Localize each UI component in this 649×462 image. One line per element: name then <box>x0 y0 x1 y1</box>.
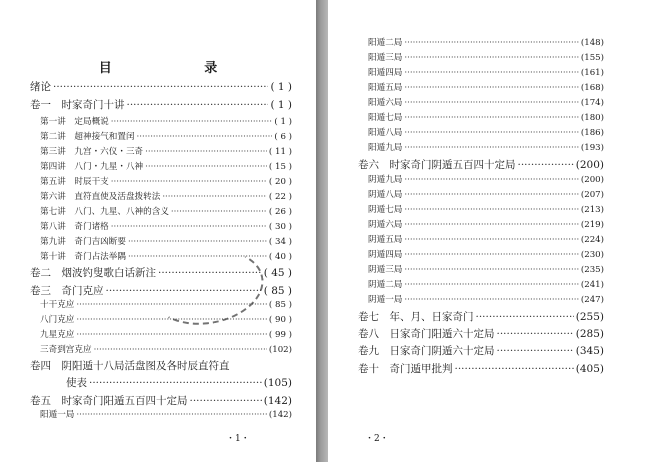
toc-entry-label: 阳遁四局 <box>368 68 403 78</box>
leader-dots <box>404 83 579 93</box>
toc-entry-page: (224) <box>580 235 604 245</box>
toc-entry-label: 第六讲 直符直使及活盘拨转法 <box>40 192 161 202</box>
toc-entry <box>40 115 292 127</box>
page-number-left: ・1・ <box>226 434 250 444</box>
leader-dots <box>190 395 262 407</box>
page-number-right: ・2・ <box>365 434 389 444</box>
leader-dots <box>518 159 574 171</box>
toc-entry <box>358 361 604 376</box>
leader-dots <box>404 38 579 48</box>
toc-entry-label: 阴遁五局 <box>368 235 403 245</box>
toc-entry-page: (148) <box>580 38 604 48</box>
toc-entry-page: (235) <box>580 265 604 275</box>
leader-dots <box>404 265 579 275</box>
leader-dots <box>76 330 267 340</box>
toc-entry <box>368 111 604 123</box>
toc-entry-page: ( 6 ) <box>274 132 292 142</box>
leader-dots <box>497 328 574 340</box>
toc-entry-page: ( 15 ) <box>268 162 292 172</box>
toc-entry-page: ( 20 ) <box>268 177 292 187</box>
book-gutter <box>316 0 328 462</box>
toc-entry <box>40 235 292 247</box>
toc-entry <box>30 393 292 408</box>
toc-entry-page: (345) <box>575 345 604 357</box>
leader-dots <box>94 345 267 355</box>
right-page <box>328 0 649 462</box>
leader-dots <box>404 143 579 153</box>
toc-entry-page: ( 34 ) <box>268 237 292 247</box>
leader-dots <box>404 68 579 78</box>
toc-entry-label: 阳遁六局 <box>368 98 403 108</box>
leader-dots <box>404 53 579 63</box>
toc-entry-label: 绪论 <box>30 81 51 93</box>
toc-entry-page: (155) <box>580 53 604 63</box>
leader-dots <box>145 162 267 172</box>
toc-entry <box>66 375 292 390</box>
toc-entry <box>40 160 292 172</box>
leader-dots <box>89 377 262 389</box>
leader-dots <box>145 147 267 157</box>
toc-entry-page: ( 1 ) <box>270 99 292 111</box>
toc-entry <box>358 309 604 324</box>
leader-dots <box>137 132 273 142</box>
toc-entry-page: (241) <box>580 280 604 290</box>
toc-entry-label: 阴遁一局 <box>368 295 403 305</box>
leader-dots <box>76 410 267 420</box>
leader-dots <box>404 175 579 185</box>
toc-entry-page: ( 45 ) <box>263 267 292 279</box>
toc-entry-page: (285) <box>575 328 604 340</box>
toc-entry-label: 阴遁二局 <box>368 280 403 290</box>
toc-entry-label: 阴遁四局 <box>368 250 403 260</box>
toc-entry-page: (180) <box>580 113 604 123</box>
toc-entry <box>40 220 292 232</box>
toc-entry-page: (161) <box>580 68 604 78</box>
toc-entry-label: 卷六 时家奇门阴遁五百四十定局 <box>358 159 516 171</box>
leader-dots <box>404 235 579 245</box>
left-page <box>0 0 316 462</box>
toc-entry <box>368 233 604 245</box>
toc-entry <box>368 36 604 48</box>
leader-dots <box>53 81 268 93</box>
toc-entry <box>358 326 604 341</box>
toc-entry <box>368 278 604 290</box>
toc-entry-page: ( 1 ) <box>274 117 292 127</box>
toc-entry <box>368 188 604 200</box>
toc-entry-page: (186) <box>580 128 604 138</box>
toc-entry <box>40 343 292 355</box>
toc-entry-label: 卷五 时家奇门阳遁五百四十定局 <box>30 395 188 407</box>
toc-entry-page: (213) <box>580 205 604 215</box>
toc-entry-page: ( 11 ) <box>268 147 292 157</box>
leader-dots <box>404 190 579 200</box>
toc-entry <box>368 141 604 153</box>
toc-entry-label: 阴遁八局 <box>368 190 403 200</box>
toc-entry-page: (168) <box>580 83 604 93</box>
leader-dots <box>404 250 579 260</box>
toc-entry-label: 第七讲 八门、九星、八神的含义 <box>40 207 169 217</box>
leader-dots <box>162 192 267 202</box>
toc-entry-label: 阳遁八局 <box>368 128 403 138</box>
toc-entry-label: 八门克应 <box>40 315 75 325</box>
leader-dots <box>127 99 269 111</box>
toc-entry-label: 阳遁五局 <box>368 83 403 93</box>
toc-entry-label: 阴遁九局 <box>368 175 403 185</box>
toc-title: 目 录 <box>98 61 262 76</box>
toc-entry-page: (219) <box>580 220 604 230</box>
toc-entry <box>40 175 292 187</box>
leader-dots <box>404 205 579 215</box>
toc-entry-page: (142) <box>263 395 292 407</box>
toc-entry-page: ( 40 ) <box>268 252 292 262</box>
toc-entry-label: 阴遁七局 <box>368 205 403 215</box>
toc-entry-page: (255) <box>575 311 604 323</box>
toc-entry-page: (247) <box>580 295 604 305</box>
toc-entry-label: 阳遁二局 <box>368 38 403 48</box>
toc-entry-page: (174) <box>580 98 604 108</box>
toc-entry <box>358 157 604 172</box>
toc-entry <box>368 51 604 63</box>
toc-entry <box>40 190 292 202</box>
toc-entry-label: 十干克应 <box>40 300 75 310</box>
toc-entry <box>368 293 604 305</box>
toc-entry-page: (207) <box>580 190 604 200</box>
leader-dots <box>404 220 579 230</box>
leader-dots <box>111 117 273 127</box>
toc-entry-label: 卷八 日家奇门阳遁六十定局 <box>358 328 495 340</box>
toc-entry-label: 阳遁一局 <box>40 410 75 420</box>
toc-entry <box>368 203 604 215</box>
toc-entry <box>40 205 292 217</box>
leader-dots <box>111 177 267 187</box>
leader-dots <box>404 128 579 138</box>
toc-entry-page: (142) <box>268 410 292 420</box>
toc-entry <box>368 81 604 93</box>
toc-entry-label: 第八讲 奇门诸格 <box>40 222 109 232</box>
leader-dots <box>476 311 574 323</box>
toc-entry-label: 卷三 奇门克应 <box>30 285 104 297</box>
toc-entry-label: 阳遁九局 <box>368 143 403 153</box>
toc-entry-label: 阴遁六局 <box>368 220 403 230</box>
leader-dots <box>111 222 267 232</box>
toc-entry <box>368 263 604 275</box>
toc-entry-label: 第十讲 奇门占法举隅 <box>40 252 126 262</box>
toc-entry-label: 第一讲 定局概说 <box>40 117 109 127</box>
leader-dots <box>404 280 579 290</box>
toc-entry-label: 第九讲 奇门吉凶断要 <box>40 237 126 247</box>
toc-entry <box>40 250 292 262</box>
toc-entry-page: (405) <box>575 363 604 375</box>
toc-entry-label: 卷十 奇门遁甲批判 <box>358 363 453 375</box>
toc-entry <box>40 130 292 142</box>
toc-entry-label: 九星克应 <box>40 330 75 340</box>
toc-entry-label: 卷九 日家奇门阴遁六十定局 <box>358 345 495 357</box>
leader-dots <box>404 98 579 108</box>
toc-entry-label: 三奇到宫克应 <box>40 345 92 355</box>
leader-dots <box>497 345 574 357</box>
toc-entry <box>30 97 292 112</box>
toc-entry-label: 使表 <box>66 377 87 389</box>
toc-entry <box>40 145 292 157</box>
toc-entry <box>368 66 604 78</box>
toc-entry-page: (105) <box>263 377 292 389</box>
toc-entry-label: 卷四 阴阳遁十八局活盘图及各时辰直符直 <box>30 360 230 372</box>
toc-entry <box>368 173 604 185</box>
toc-entry-page: ( 22 ) <box>268 192 292 202</box>
toc-entry-page: (102) <box>268 345 292 355</box>
leader-dots <box>404 295 579 305</box>
leader-dots <box>128 237 267 247</box>
leader-dots <box>455 363 574 375</box>
toc-entry-label: 卷七 年、月、日家奇门 <box>358 311 474 323</box>
toc-entry-label: 第三讲 九宫・六仪・三奇 <box>40 147 144 157</box>
toc-entry-page: ( 99 ) <box>268 330 292 340</box>
leader-dots <box>404 113 579 123</box>
toc-entry-label: 卷二 烟波钓叟歌白话新注 <box>30 267 156 279</box>
toc-entry-label: 第二讲 超神接气和置闰 <box>40 132 135 142</box>
toc-entry-label: 阳遁三局 <box>368 53 403 63</box>
toc-entry <box>368 126 604 138</box>
leader-dots <box>171 207 267 217</box>
toc-entry-label: 第五讲 时辰干支 <box>40 177 109 187</box>
toc-entry <box>358 343 604 358</box>
toc-entry-label: 阴遁三局 <box>368 265 403 275</box>
toc-entry-page: ( 85 ) <box>268 300 292 310</box>
toc-entry-label: 阳遁七局 <box>368 113 403 123</box>
toc-entry <box>30 79 292 94</box>
toc-entry-page: (200) <box>575 159 604 171</box>
toc-entry-page: ( 30 ) <box>268 222 292 232</box>
toc-entry <box>368 218 604 230</box>
toc-entry <box>40 328 292 340</box>
toc-entry <box>368 248 604 260</box>
toc-entry-page: ( 85 ) <box>263 285 292 297</box>
toc-entry-page: (193) <box>580 143 604 153</box>
toc-entry <box>40 408 292 420</box>
toc-entry-page: (230) <box>580 250 604 260</box>
toc-entry-page: ( 26 ) <box>268 207 292 217</box>
toc-entry-label: 卷一 时家奇门十讲 <box>30 99 125 111</box>
toc-entry-page: (200) <box>580 175 604 185</box>
toc-entry-page: ( 90 ) <box>268 315 292 325</box>
toc-entry-page: ( 1 ) <box>270 81 292 93</box>
toc-entry-label: 第四讲 八门・九星・八神 <box>40 162 144 172</box>
toc-entry <box>368 96 604 108</box>
